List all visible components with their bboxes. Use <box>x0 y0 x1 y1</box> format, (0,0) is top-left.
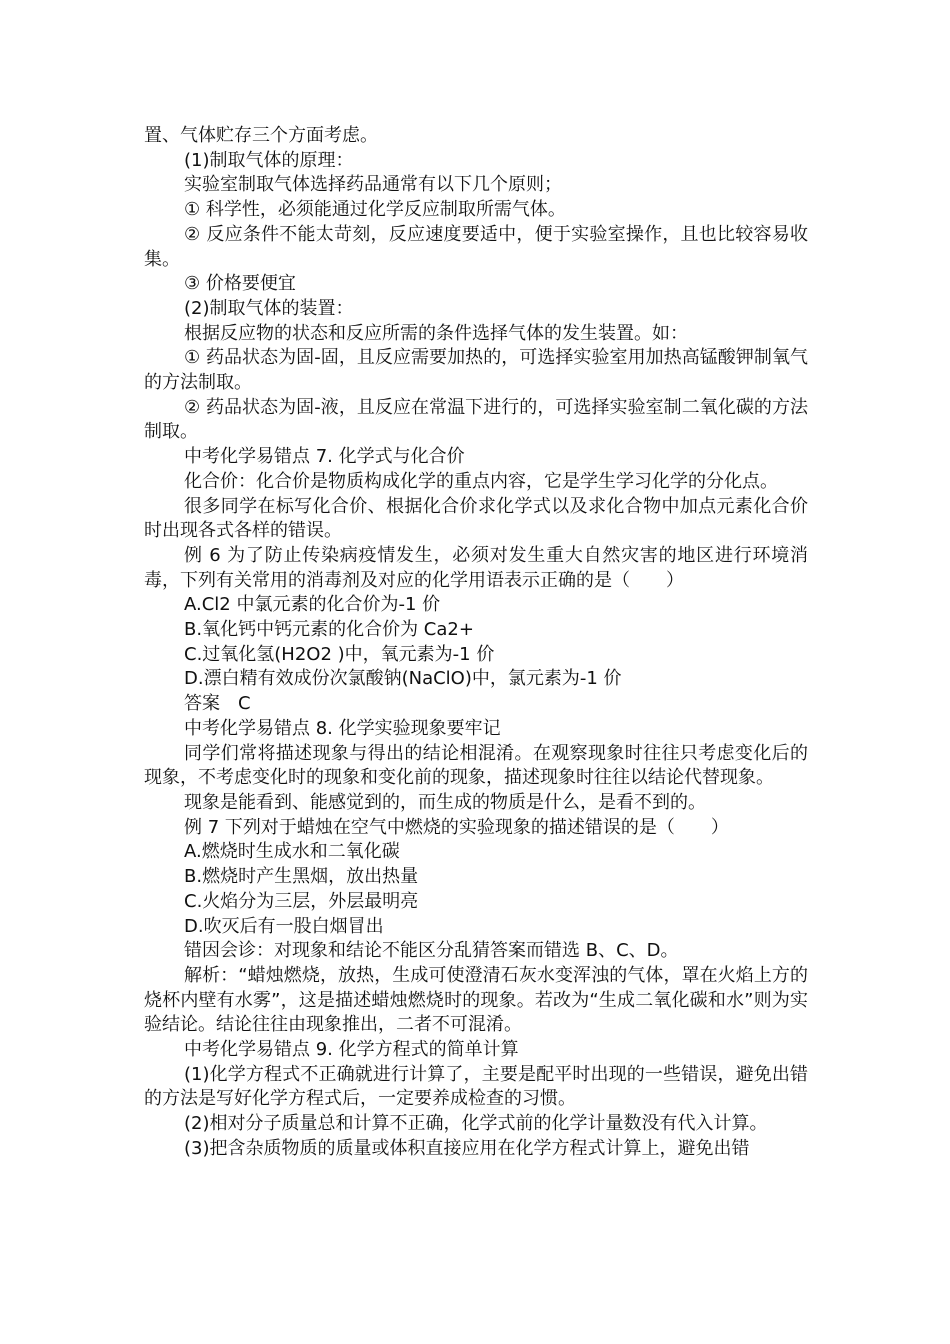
document-body <box>144 124 808 1162</box>
paragraph: B.氧化钙中钙元素的化合价为 Ca2+ <box>184 619 474 641</box>
paragraph: (1)化学方程式不正确就进行计算了，主要是配平时出现的一些错误，避免出错的方法是写好化学方程式后，一定要养成检查的习惯。 <box>144 1063 808 1110</box>
paragraph: (3)把含杂质物质的质量或体积直接应用在化学方程式计算上，避免出错 <box>184 1137 750 1159</box>
paragraph: 答案 C <box>184 693 251 715</box>
paragraph: 中考化学易错点 9. 化学方程式的简单计算 <box>184 1039 519 1061</box>
paragraph: 例 6 为了防止传染病疫情发生，必须对发生重大自然灾害的地区进行环境消毒，下列有关常用的消毒剂及对应的化学用语表示正确的是（ ） <box>144 544 808 591</box>
paragraph: C.过氧化氢(H2O2 )中，氧元素为-1 价 <box>184 643 495 665</box>
paragraph: ① 科学性，必须能通过化学反应制取所需气体。 <box>184 199 566 221</box>
paragraph: A.Cl2 中氯元素的化合价为-1 价 <box>184 594 441 616</box>
paragraph: 根据反应物的状态和反应所需的条件选择气体的发生装置。如： <box>184 322 688 344</box>
paragraph: (2)相对分子质量总和计算不正确，化学式前的化学计量数没有代入计算。 <box>184 1113 768 1135</box>
paragraph: 同学们常将描述现象与得出的结论相混淆。在观察现象时往往只考虑变化后的现象，不考虑变化时的现象和变化前的现象，描述现象时往往以结论代替现象。 <box>144 742 808 789</box>
paragraph: B.燃烧时产生黑烟，放出热量 <box>184 866 419 888</box>
paragraph: 置、气体贮存三个方面考虑。 <box>144 125 378 146</box>
paragraph: 很多同学在标写化合价、根据化合价求化学式以及求化合物中加点元素化合价时出现各式各样的错误。 <box>144 495 808 542</box>
paragraph: (2)制取气体的装置： <box>184 297 354 319</box>
paragraph: D.漂白精有效成份次氯酸钠(NaClO)中，氯元素为-1 价 <box>184 668 622 690</box>
paragraph: 解析：“蜡烛燃烧，放热，生成可使澄清石灰水变浑浊的气体，罩在火焰上方的烧杯内壁有水雾”，这是描述蜡烛燃烧时的现象。若改为“生成二氧化碳和水”则为实验结论。结论往往由现象推出，二者不可混淆。 <box>144 964 808 1036</box>
paragraph: ② 反应条件不能太苛刻，反应速度要适中，便于实验室操作，且也比较容易收集。 <box>144 223 808 270</box>
paragraph: ② 药品状态为固-液，且反应在常温下进行的，可选择实验室制二氧化碳的方法制取。 <box>144 396 808 443</box>
paragraph: 实验室制取气体选择药品通常有以下几个原则； <box>184 174 562 196</box>
paragraph: 化合价：化合价是物质构成化学的重点内容，它是学生学习化学的分化点。 <box>184 470 778 492</box>
paragraph: 例 7 下列对于蜡烛在空气中燃烧的实验现象的描述错误的是（ ） <box>184 816 729 838</box>
paragraph: A.燃烧时生成水和二氧化碳 <box>184 841 400 863</box>
paragraph: 错因会诊：对现象和结论不能区分乱猜答案而错选 B、C、D。 <box>184 940 679 962</box>
paragraph: ① 药品状态为固-固，且反应需要加热的，可选择实验室用加热高锰酸钾制氧气的方法制取。 <box>144 347 808 394</box>
paragraph: ③ 价格要便宜 <box>184 273 296 295</box>
paragraph: 中考化学易错点 7. 化学式与化合价 <box>184 446 465 468</box>
paragraph: (1)制取气体的原理： <box>184 149 354 171</box>
paragraph: 中考化学易错点 8. 化学实验现象要牢记 <box>184 717 501 739</box>
paragraph: D.吹灭后有一股白烟冒出 <box>184 915 384 937</box>
paragraph: C.火焰分为三层，外层最明亮 <box>184 890 419 912</box>
paragraph: 现象是能看到、能感觉到的，而生成的物质是什么，是看不到的。 <box>184 791 706 813</box>
